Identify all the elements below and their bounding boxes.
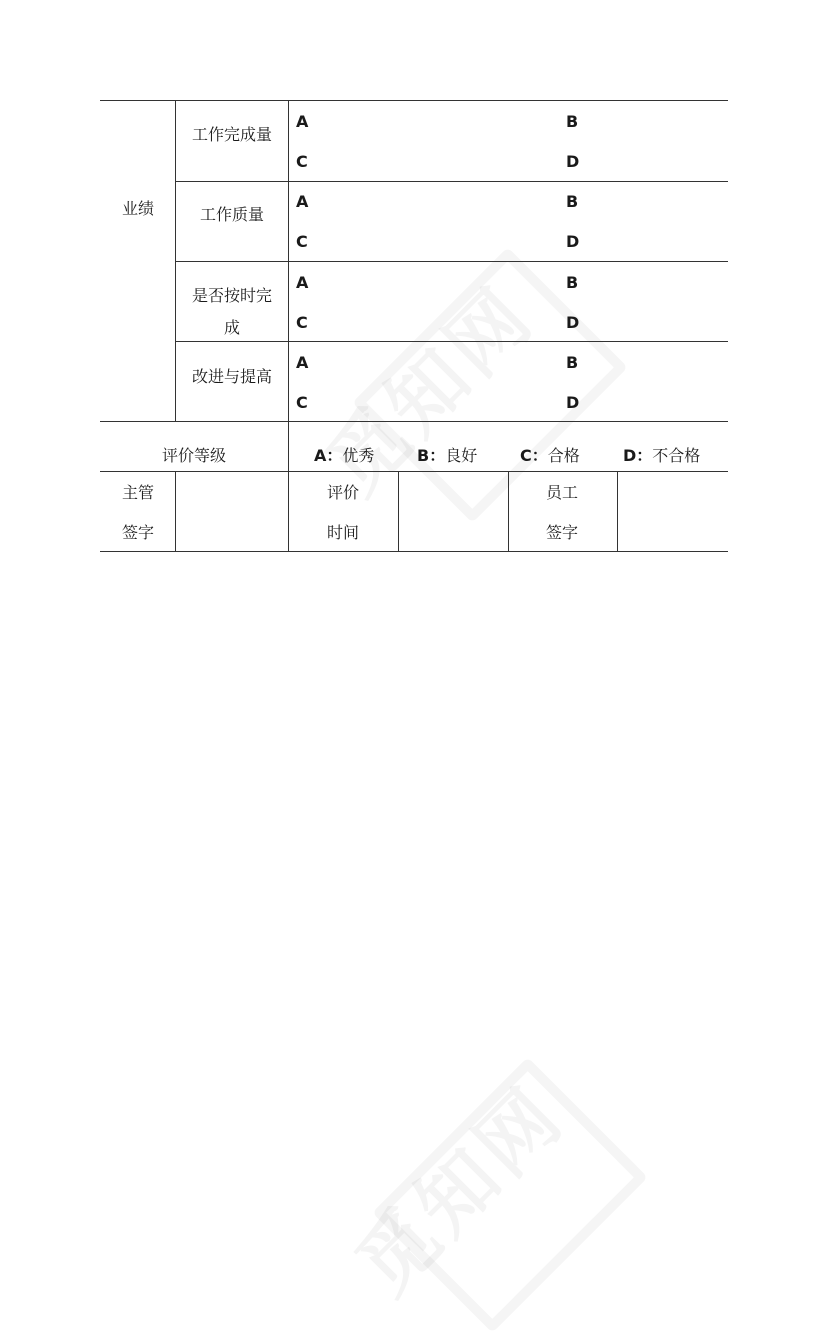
grade-d [623, 446, 700, 466]
option-d: D [566, 313, 580, 332]
employee-signature-field[interactable] [618, 472, 727, 550]
supervisor-signature-field[interactable] [176, 472, 287, 550]
option-d: D [566, 393, 580, 412]
grade-text: 优秀 [342, 446, 375, 465]
grade-b [417, 446, 477, 466]
employee-label-line1: 员工 [545, 483, 579, 502]
grade-text: 不合格 [652, 446, 701, 465]
option-d: D [566, 232, 580, 251]
category-label: 业绩 [121, 199, 155, 218]
grade-c [520, 446, 580, 466]
col-divider-grade [288, 421, 289, 471]
option-c: C [296, 232, 308, 251]
criterion-label: 工作完成量 [191, 125, 273, 144]
grade-row-label: 评价等级 [161, 446, 227, 465]
supervisor-label-line1: 主管 [121, 483, 155, 502]
option-b: B [566, 112, 579, 131]
table-top-border [100, 100, 728, 101]
option-c: C [296, 393, 308, 412]
option-a: A [296, 192, 309, 211]
criterion-label-line2: 成 [223, 318, 241, 337]
grade-text: 合格 [547, 446, 580, 465]
sign-col-4 [508, 471, 509, 551]
option-a: A [296, 273, 309, 292]
option-b: B [566, 353, 579, 372]
col-divider-criteria [288, 100, 289, 421]
grade-a [314, 446, 374, 466]
supervisor-label-line2: 签字 [121, 523, 155, 542]
grade-key: C： [520, 446, 548, 465]
criterion-label: 工作质量 [199, 205, 265, 224]
employee-label-line2: 签字 [545, 523, 579, 542]
row-divider-2 [175, 261, 728, 262]
criterion-label: 改进与提高 [191, 367, 273, 386]
row-divider-1 [175, 181, 728, 182]
eval-time-label-line1: 评价 [326, 483, 360, 502]
option-a: A [296, 353, 309, 372]
grade-key: D： [623, 446, 653, 465]
sign-col-2 [288, 471, 289, 551]
option-b: B [566, 273, 579, 292]
col-divider-category [175, 100, 176, 421]
row-divider-3 [175, 341, 728, 342]
option-d: D [566, 152, 580, 171]
grade-text: 良好 [445, 446, 478, 465]
option-c: C [296, 313, 308, 332]
option-c: C [296, 152, 308, 171]
option-a: A [296, 112, 309, 131]
grade-key: A： [314, 446, 343, 465]
eval-time-field[interactable] [399, 472, 507, 550]
grade-key: B： [417, 446, 446, 465]
table-bottom-border [100, 551, 728, 552]
eval-time-label-line2: 时间 [326, 523, 360, 542]
option-b: B [566, 192, 579, 211]
criterion-label-line1: 是否按时完 [191, 286, 273, 305]
section-divider [100, 421, 728, 422]
